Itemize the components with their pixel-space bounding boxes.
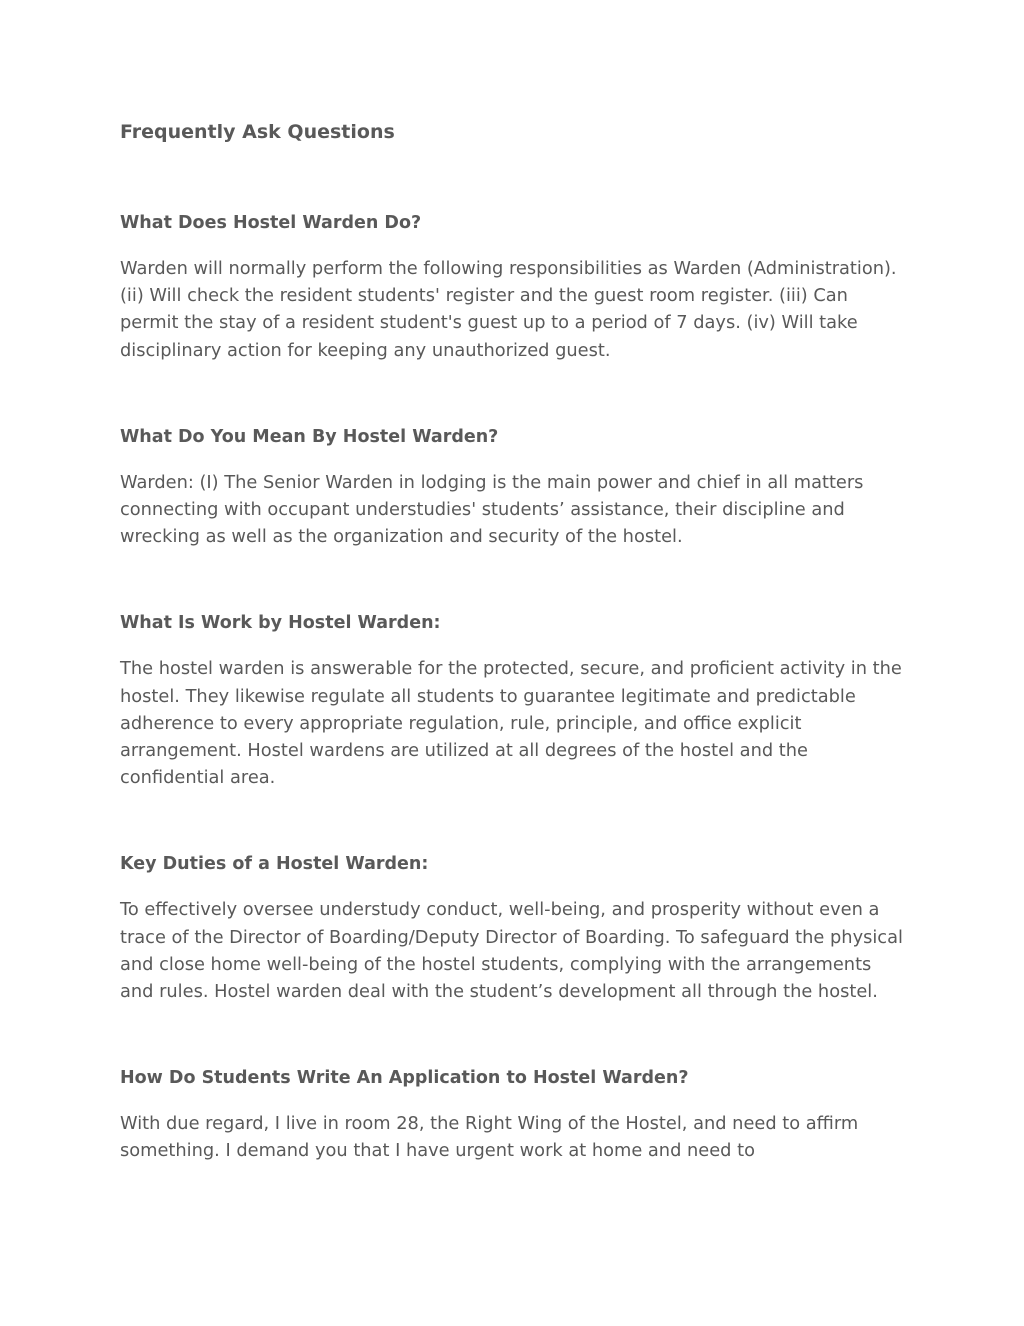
faq-question: What Is Work by Hostel Warden: (120, 613, 441, 634)
faq-item (120, 610, 910, 791)
document-content (120, 118, 910, 1165)
faq-item (120, 424, 910, 551)
faq-question: What Do You Mean By Hostel Warden? (120, 426, 499, 447)
faq-item (120, 210, 910, 364)
page-title: Frequently Ask Questions (120, 121, 395, 143)
faq-answer: The hostel warden is answerable for the protected, secure, and proficient activity in the hostel. They likewise regulate all students to guarantee legitimate and predictable adherence to every appropriate regulation, rule, principle, and office explicit arrangement. Hostel wardens are utilized at all degrees of the hostel and the confidential area. (120, 658, 902, 789)
faq-question: What Does Hostel Warden Do? (120, 213, 422, 233)
faq-answer: To effectively oversee understudy conduct, well-being, and prosperity without even a trace of the Director of Boarding/Deputy Director of Boarding. To safeguard the physical and close home well-being of the hostel students, complying with the arrangements and rules. Hostel warden deal with the student’s development all through the hostel. (120, 899, 903, 1003)
faq-answer: Warden will normally perform the following responsibilities as Warden (Administration). (ii) Will check the resident students' register and the guest room register. (iii) Can permit the stay of a resident student's guest up to a period of 7 days. (iv) Will take disciplinary action for keeping any unauthorized guest. (120, 258, 897, 361)
faq-answer: With due regard, I live in room 28, the Right Wing of the Hostel, and need to affirm something. I demand you that I have urgent work at home and need to (120, 1113, 859, 1162)
faq-question: How Do Students Write An Application to Hostel Warden? (120, 1068, 689, 1089)
faq-item (120, 1065, 910, 1164)
faq-answer: Warden: (I) The Senior Warden in lodging is the main power and chief in all matters connecting with occupant understudies' students’ assistance, their discipline and wrecking as well as the organization and security of the hostel. (120, 471, 864, 548)
faq-question: Key Duties of a Hostel Warden: (120, 854, 429, 875)
faq-item (120, 851, 910, 1005)
